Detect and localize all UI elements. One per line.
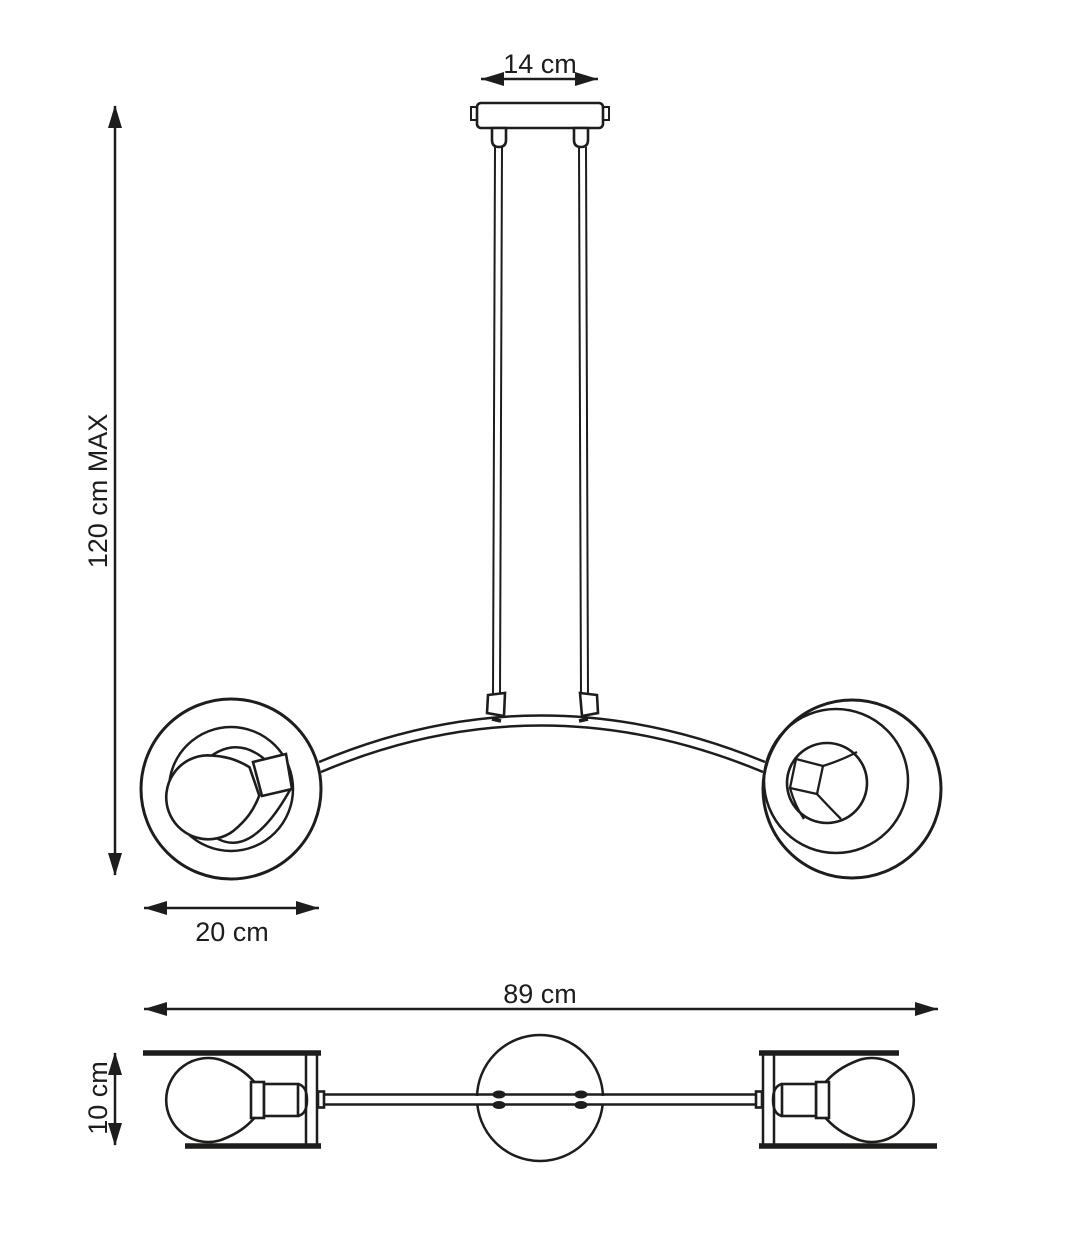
arrowhead-right-icon (915, 1002, 938, 1016)
left-cord-line (500, 147, 502, 696)
dim-shade-diameter (144, 901, 319, 947)
dim-canopy-width (481, 49, 598, 86)
arrowhead-up-icon (108, 105, 122, 128)
dim-total-width (144, 979, 938, 1016)
arrowhead-right-icon (575, 72, 598, 86)
bar-end-cap-right (756, 1092, 762, 1108)
left-bulb-socket (253, 754, 292, 796)
left-bulb-socket-ring (251, 1082, 264, 1118)
right-bulb (823, 1058, 914, 1142)
left-cord-line (493, 147, 495, 696)
bulb-left-side-view (166, 1058, 307, 1142)
right-bulb-holder (782, 1084, 816, 1116)
left-bulb (166, 1058, 257, 1142)
cord-anchor-nub (575, 1101, 588, 1109)
ceiling-canopy (471, 103, 609, 147)
suspension-cords (493, 147, 588, 696)
dim-canopy-width-label: 14 cm (503, 49, 577, 79)
curved-arm (319, 693, 765, 772)
connecting-bar (318, 1091, 762, 1110)
arm-cord-connector-right (580, 693, 598, 716)
right-cord-line (579, 147, 581, 696)
lamp-head-left (141, 699, 321, 879)
dim-max-height-label: 120 cm MAX (83, 413, 113, 569)
right-bulb-glass (823, 1058, 914, 1142)
arrowhead-left-icon (144, 1002, 167, 1016)
arrowhead-right-icon (296, 901, 319, 915)
bottom-view (83, 979, 938, 1161)
lamp-head-right (763, 700, 941, 878)
left-bulb-holder (264, 1084, 298, 1116)
cord-anchor-nub (575, 1091, 588, 1099)
left-bulb-glass (166, 1058, 257, 1142)
bar-end-cap-left (318, 1092, 324, 1108)
cord-grip-left (492, 128, 506, 147)
dim-shade-height-label: 10 cm (83, 1061, 113, 1135)
arm-tick-right (579, 719, 588, 721)
arm-top-edge (319, 716, 765, 763)
left-bulb-glass (155, 742, 268, 851)
canopy-body (477, 103, 603, 128)
bulb-right-side-view (773, 1058, 914, 1142)
dim-total-width-label: 89 cm (503, 979, 577, 1009)
cord-grip-right (574, 128, 588, 147)
front-view (83, 49, 941, 947)
dim-shade-height (83, 1052, 122, 1146)
dim-shade-diameter-label: 20 cm (195, 917, 269, 947)
bar-fill (322, 1096, 758, 1104)
cord-anchor-nub (493, 1101, 506, 1109)
cord-anchor-nub (493, 1091, 506, 1099)
arrowhead-left-icon (144, 901, 167, 915)
arm-tick-left (492, 719, 501, 721)
arm-bottom-edge (321, 726, 763, 773)
right-bulb-socket-ring (816, 1082, 829, 1118)
right-cord-line (586, 147, 588, 696)
left-bulb (155, 742, 268, 851)
dim-max-height (83, 105, 122, 876)
arm-cord-connector-left (487, 693, 505, 716)
arrowhead-down-icon (108, 853, 122, 876)
arrowhead-left-icon (481, 72, 504, 86)
